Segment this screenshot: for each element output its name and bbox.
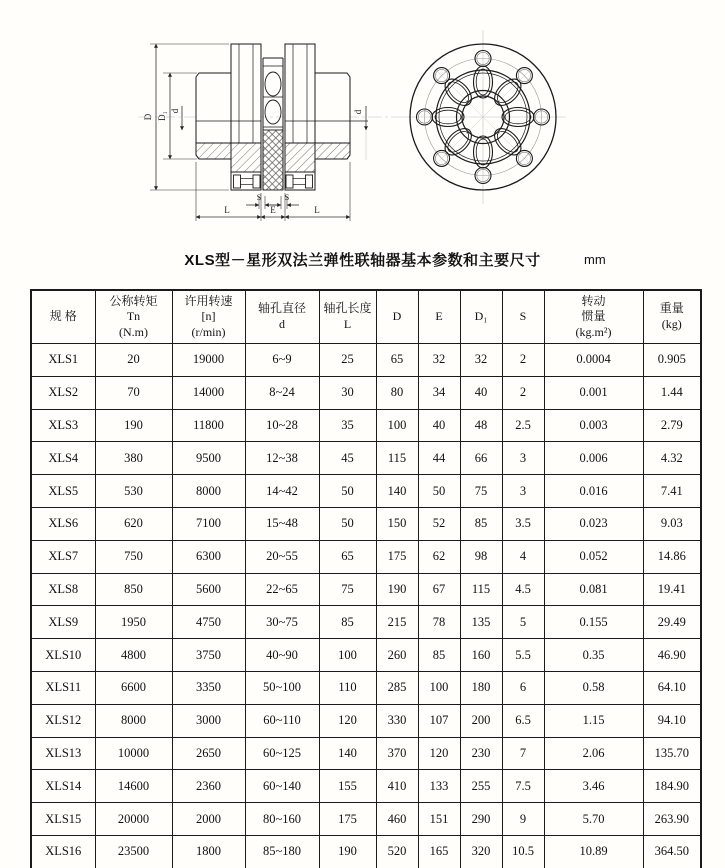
table-row <box>31 737 701 770</box>
value-cell: 19.41 <box>643 573 701 606</box>
value-cell: 260 <box>376 639 418 672</box>
value-cell: 52 <box>418 507 460 540</box>
value-cell: 115 <box>460 573 502 606</box>
value-cell: 135 <box>460 606 502 639</box>
value-cell: 750 <box>95 540 172 573</box>
table-row <box>31 770 701 803</box>
technical-drawing <box>0 0 725 248</box>
value-cell: 4750 <box>172 606 245 639</box>
column-header-line: d <box>279 317 285 331</box>
value-cell: 285 <box>376 671 418 704</box>
spec-name-cell: XLS13 <box>31 737 95 770</box>
column-header-3 <box>245 290 319 344</box>
value-cell: 64.10 <box>643 671 701 704</box>
value-cell: 8~24 <box>245 376 319 409</box>
value-cell: 190 <box>319 835 376 868</box>
value-cell: 0.052 <box>544 540 643 573</box>
value-cell: 4 <box>502 540 544 573</box>
value-cell: 1.44 <box>643 376 701 409</box>
value-cell: 10.89 <box>544 835 643 868</box>
value-cell: 8000 <box>172 475 245 508</box>
column-header-6 <box>418 290 460 344</box>
value-cell: 14000 <box>172 376 245 409</box>
dim-label-L-left: L <box>224 205 230 215</box>
table-header <box>31 290 701 344</box>
column-header-8 <box>502 290 544 344</box>
value-cell: 98 <box>460 540 502 573</box>
value-cell: 190 <box>95 409 172 442</box>
value-cell: 1950 <box>95 606 172 639</box>
spec-table-container <box>30 289 702 868</box>
page-title: XLS型－星形双法兰弹性联轴器基本参数和主要尺寸 <box>184 252 541 269</box>
value-cell: 0.023 <box>544 507 643 540</box>
header-row <box>31 290 701 344</box>
value-cell: 320 <box>460 835 502 868</box>
value-cell: 4.5 <box>502 573 544 606</box>
value-cell: 160 <box>460 639 502 672</box>
column-header-line: 惯量 <box>581 309 606 324</box>
value-cell: 151 <box>418 803 460 836</box>
value-cell: 120 <box>319 704 376 737</box>
value-cell: 184.90 <box>643 770 701 803</box>
value-cell: 410 <box>376 770 418 803</box>
value-cell: 2 <box>502 376 544 409</box>
column-header-1 <box>95 290 172 344</box>
value-cell: 20000 <box>95 803 172 836</box>
dim-label-D1: D₁ <box>157 111 167 121</box>
table-row <box>31 540 701 573</box>
value-cell: 48 <box>460 409 502 442</box>
column-header-line: D <box>392 309 402 324</box>
value-cell: 115 <box>376 442 418 475</box>
value-cell: 62 <box>418 540 460 573</box>
value-cell: 50 <box>319 507 376 540</box>
value-cell: 140 <box>319 737 376 770</box>
column-header-line: 公称转矩 <box>109 293 158 308</box>
column-header-line: E <box>435 309 443 324</box>
value-cell: 60~110 <box>245 704 319 737</box>
value-cell: 850 <box>95 573 172 606</box>
dim-label-L-right: L <box>314 205 320 215</box>
spec-name-cell: XLS4 <box>31 442 95 475</box>
value-cell: 66 <box>460 442 502 475</box>
table-row <box>31 606 701 639</box>
value-cell: 5.70 <box>544 803 643 836</box>
table-row <box>31 442 701 475</box>
value-cell: 80 <box>376 376 418 409</box>
column-header-9 <box>544 290 643 344</box>
value-cell: 23500 <box>95 835 172 868</box>
value-cell: 45 <box>319 442 376 475</box>
value-cell: 30~75 <box>245 606 319 639</box>
value-cell: 14~42 <box>245 475 319 508</box>
value-cell: 85~180 <box>245 835 319 868</box>
column-header-0 <box>31 290 95 344</box>
value-cell: 78 <box>418 606 460 639</box>
column-header-line: L <box>343 317 352 331</box>
value-cell: 530 <box>95 475 172 508</box>
column-header-line: (r/min) <box>191 324 226 339</box>
value-cell: 180 <box>460 671 502 704</box>
value-cell: 6600 <box>95 671 172 704</box>
value-cell: 0.016 <box>544 475 643 508</box>
value-cell: 255 <box>460 770 502 803</box>
value-cell: 11800 <box>172 409 245 442</box>
value-cell: 2 <box>502 344 544 377</box>
spec-name-cell: XLS10 <box>31 639 95 672</box>
table-row <box>31 573 701 606</box>
unit-label: mm <box>584 252 606 267</box>
spec-name-cell: XLS6 <box>31 507 95 540</box>
value-cell: 215 <box>376 606 418 639</box>
column-header-line: S <box>519 309 527 324</box>
value-cell: 2360 <box>172 770 245 803</box>
value-cell: 3.5 <box>502 507 544 540</box>
spec-name-cell: XLS9 <box>31 606 95 639</box>
value-cell: 107 <box>418 704 460 737</box>
table-row <box>31 344 701 377</box>
value-cell: 7.5 <box>502 770 544 803</box>
value-cell: 0.35 <box>544 639 643 672</box>
value-cell: 20~55 <box>245 540 319 573</box>
table-row <box>31 671 701 704</box>
value-cell: 2.5 <box>502 409 544 442</box>
column-header-line: (kg.m²) <box>575 324 612 339</box>
spec-name-cell: XLS7 <box>31 540 95 573</box>
value-cell: 94.10 <box>643 704 701 737</box>
table-row <box>31 803 701 836</box>
value-cell: 100 <box>418 671 460 704</box>
column-header-line: D₁ <box>474 309 488 324</box>
value-cell: 46.90 <box>643 639 701 672</box>
column-header-2 <box>172 290 245 344</box>
value-cell: 0.001 <box>544 376 643 409</box>
value-cell: 10.5 <box>502 835 544 868</box>
value-cell: 25 <box>319 344 376 377</box>
value-cell: 20 <box>95 344 172 377</box>
value-cell: 3 <box>502 442 544 475</box>
value-cell: 0.0004 <box>544 344 643 377</box>
value-cell: 2650 <box>172 737 245 770</box>
value-cell: 100 <box>376 409 418 442</box>
side-view-drawing <box>138 44 400 190</box>
value-cell: 35 <box>319 409 376 442</box>
value-cell: 40 <box>460 376 502 409</box>
value-cell: 5600 <box>172 573 245 606</box>
value-cell: 12~38 <box>245 442 319 475</box>
value-cell: 150 <box>376 507 418 540</box>
column-header-line: (N.m) <box>119 324 148 339</box>
value-cell: 155 <box>319 770 376 803</box>
value-cell: 3350 <box>172 671 245 704</box>
value-cell: 364.50 <box>643 835 701 868</box>
table-row <box>31 507 701 540</box>
spec-name-cell: XLS1 <box>31 344 95 377</box>
value-cell: 5.5 <box>502 639 544 672</box>
value-cell: 6.5 <box>502 704 544 737</box>
column-header-line: [n] <box>201 309 216 324</box>
value-cell: 44 <box>418 442 460 475</box>
value-cell: 85 <box>460 507 502 540</box>
value-cell: 22~65 <box>245 573 319 606</box>
spec-name-cell: XLS16 <box>31 835 95 868</box>
value-cell: 9500 <box>172 442 245 475</box>
column-header-line: (kg) <box>661 317 682 331</box>
value-cell: 65 <box>319 540 376 573</box>
value-cell: 0.081 <box>544 573 643 606</box>
value-cell: 2.06 <box>544 737 643 770</box>
value-cell: 29.49 <box>643 606 701 639</box>
value-cell: 10000 <box>95 737 172 770</box>
value-cell: 190 <box>376 573 418 606</box>
value-cell: 460 <box>376 803 418 836</box>
column-header-7 <box>460 290 502 344</box>
column-header-line: 轴孔直径 <box>257 301 306 316</box>
value-cell: 70 <box>95 376 172 409</box>
value-cell: 3.46 <box>544 770 643 803</box>
value-cell: 120 <box>418 737 460 770</box>
spec-name-cell: XLS2 <box>31 376 95 409</box>
value-cell: 14.86 <box>643 540 701 573</box>
value-cell: 2.79 <box>643 409 701 442</box>
value-cell: 135.70 <box>643 737 701 770</box>
value-cell: 5 <box>502 606 544 639</box>
value-cell: 34 <box>418 376 460 409</box>
table-row <box>31 475 701 508</box>
value-cell: 40~90 <box>245 639 319 672</box>
spec-name-cell: XLS15 <box>31 803 95 836</box>
value-cell: 620 <box>95 507 172 540</box>
value-cell: 14600 <box>95 770 172 803</box>
value-cell: 40 <box>418 409 460 442</box>
table-row <box>31 409 701 442</box>
value-cell: 3750 <box>172 639 245 672</box>
dim-label-D: D <box>143 113 153 121</box>
value-cell: 0.155 <box>544 606 643 639</box>
value-cell: 7100 <box>172 507 245 540</box>
value-cell: 8000 <box>95 704 172 737</box>
value-cell: 370 <box>376 737 418 770</box>
title-row <box>0 249 725 270</box>
spec-name-cell: XLS3 <box>31 409 95 442</box>
dim-label-S-right: S <box>284 193 290 202</box>
value-cell: 85 <box>319 606 376 639</box>
value-cell: 9 <box>502 803 544 836</box>
value-cell: 175 <box>319 803 376 836</box>
value-cell: 50 <box>319 475 376 508</box>
value-cell: 9.03 <box>643 507 701 540</box>
table-row <box>31 639 701 672</box>
table-body <box>31 344 701 868</box>
value-cell: 19000 <box>172 344 245 377</box>
column-header-line: 规 格 <box>49 309 77 324</box>
value-cell: 4800 <box>95 639 172 672</box>
value-cell: 30 <box>319 376 376 409</box>
value-cell: 0.006 <box>544 442 643 475</box>
value-cell: 60~125 <box>245 737 319 770</box>
table-row <box>31 704 701 737</box>
value-cell: 230 <box>460 737 502 770</box>
dim-label-d-left: d <box>170 108 180 114</box>
value-cell: 140 <box>376 475 418 508</box>
value-cell: 85 <box>418 639 460 672</box>
spec-name-cell: XLS11 <box>31 671 95 704</box>
value-cell: 520 <box>376 835 418 868</box>
value-cell: 6300 <box>172 540 245 573</box>
value-cell: 50 <box>418 475 460 508</box>
column-header-line: Tn <box>126 309 141 324</box>
column-header-5 <box>376 290 418 344</box>
value-cell: 60~140 <box>245 770 319 803</box>
spec-name-cell: XLS8 <box>31 573 95 606</box>
value-cell: 75 <box>460 475 502 508</box>
value-cell: 175 <box>376 540 418 573</box>
table-row <box>31 376 701 409</box>
front-view-drawing <box>400 30 566 204</box>
value-cell: 100 <box>319 639 376 672</box>
value-cell: 10~28 <box>245 409 319 442</box>
value-cell: 0.905 <box>643 344 701 377</box>
value-cell: 2000 <box>172 803 245 836</box>
value-cell: 32 <box>418 344 460 377</box>
value-cell: 3 <box>502 475 544 508</box>
value-cell: 80~160 <box>245 803 319 836</box>
value-cell: 4.32 <box>643 442 701 475</box>
spec-table <box>30 289 702 868</box>
column-header-line: 许用转速 <box>184 293 233 308</box>
value-cell: 7 <box>502 737 544 770</box>
value-cell: 1800 <box>172 835 245 868</box>
value-cell: 6 <box>502 671 544 704</box>
spec-name-cell: XLS12 <box>31 704 95 737</box>
spec-name-cell: XLS5 <box>31 475 95 508</box>
dim-label-S-left: S <box>256 193 262 202</box>
column-header-line: 重量 <box>659 301 684 316</box>
value-cell: 380 <box>95 442 172 475</box>
value-cell: 330 <box>376 704 418 737</box>
value-cell: 75 <box>319 573 376 606</box>
value-cell: 7.41 <box>643 475 701 508</box>
column-header-line: 转动 <box>581 293 606 308</box>
table-row <box>31 835 701 868</box>
column-header-4 <box>319 290 376 344</box>
value-cell: 1.15 <box>544 704 643 737</box>
value-cell: 165 <box>418 835 460 868</box>
value-cell: 3000 <box>172 704 245 737</box>
value-cell: 200 <box>460 704 502 737</box>
value-cell: 290 <box>460 803 502 836</box>
dim-label-E: E <box>270 205 276 215</box>
column-header-line: 轴孔长度 <box>323 301 372 316</box>
value-cell: 6~9 <box>245 344 319 377</box>
column-header-10 <box>643 290 701 344</box>
value-cell: 0.58 <box>544 671 643 704</box>
value-cell: 15~48 <box>245 507 319 540</box>
value-cell: 0.003 <box>544 409 643 442</box>
dim-label-d-right: d <box>353 109 363 115</box>
value-cell: 263.90 <box>643 803 701 836</box>
value-cell: 50~100 <box>245 671 319 704</box>
value-cell: 133 <box>418 770 460 803</box>
spec-name-cell: XLS14 <box>31 770 95 803</box>
value-cell: 65 <box>376 344 418 377</box>
value-cell: 32 <box>460 344 502 377</box>
value-cell: 67 <box>418 573 460 606</box>
value-cell: 110 <box>319 671 376 704</box>
